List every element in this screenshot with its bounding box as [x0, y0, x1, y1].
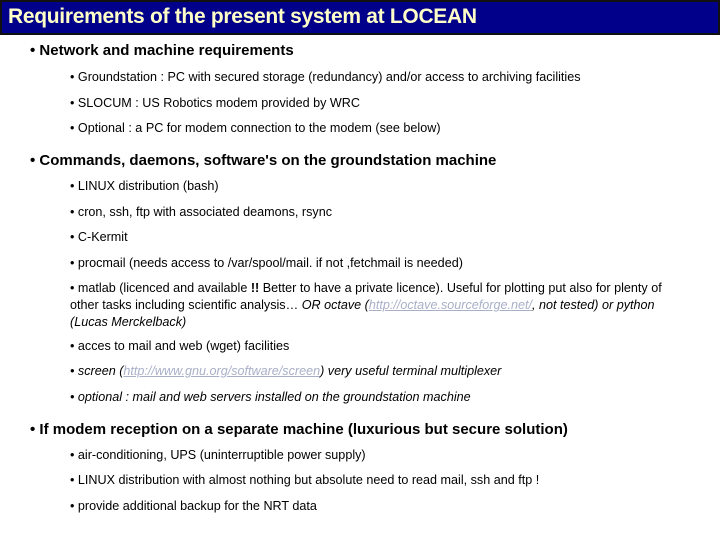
octave-link[interactable]: http://octave.sourceforge.net/: [368, 298, 532, 312]
text: , not tested) or python (Lucas Merckelback): [70, 298, 655, 329]
list-item-screen: [70, 363, 670, 380]
section-heading: • Commands, daemons, software's on the groundstation machine: [30, 152, 497, 169]
list-item: • Optional : a PC for modem connection to the modem (see below): [70, 121, 441, 135]
text: !!: [250, 281, 260, 295]
list-item: • C-Kermit: [70, 230, 128, 244]
list-item: • procmail (needs access to /var/spool/mail. if not ,fetchmail is needed): [70, 256, 463, 270]
list-item: • acces to mail and web (wget) facilities: [70, 339, 290, 353]
list-item: • LINUX distribution with almost nothing but absolute need to read mail, ssh and ftp !: [70, 473, 540, 487]
slide-title: Requirements of the present system at LOCEAN: [8, 5, 477, 28]
section-heading: • Network and machine requirements: [30, 42, 294, 59]
section-heading: • If modem reception on a separate machine (luxurious but secure solution): [30, 421, 568, 438]
list-item: • Groundstation : PC with secured storage (redundancy) and/or access to archiving facilities: [70, 70, 581, 84]
text: OR octave (: [301, 298, 369, 312]
text: • matlab (licenced and available: [70, 281, 251, 295]
title-bar: [0, 0, 720, 35]
list-item: • SLOCUM : US Robotics modem provided by WRC: [70, 96, 360, 110]
text: • screen (: [70, 364, 124, 378]
text: Better to have a private licence). Useful for plotting put also for plenty of other tasks including scientific analysis…: [70, 281, 662, 312]
list-item: • air-conditioning, UPS (uninterruptible power supply): [70, 448, 366, 462]
screen-link[interactable]: http://www.gnu.org/software/screen: [123, 364, 321, 378]
list-item: • provide additional backup for the NRT data: [70, 499, 317, 513]
list-item: • optional : mail and web servers installed on the groundstation machine: [70, 390, 471, 404]
list-item: • cron, ssh, ftp with associated deamons, rsync: [70, 205, 332, 219]
text: ) very useful terminal multiplexer: [320, 364, 502, 378]
list-item: • LINUX distribution (bash): [70, 179, 219, 193]
list-item-matlab: [70, 280, 670, 331]
